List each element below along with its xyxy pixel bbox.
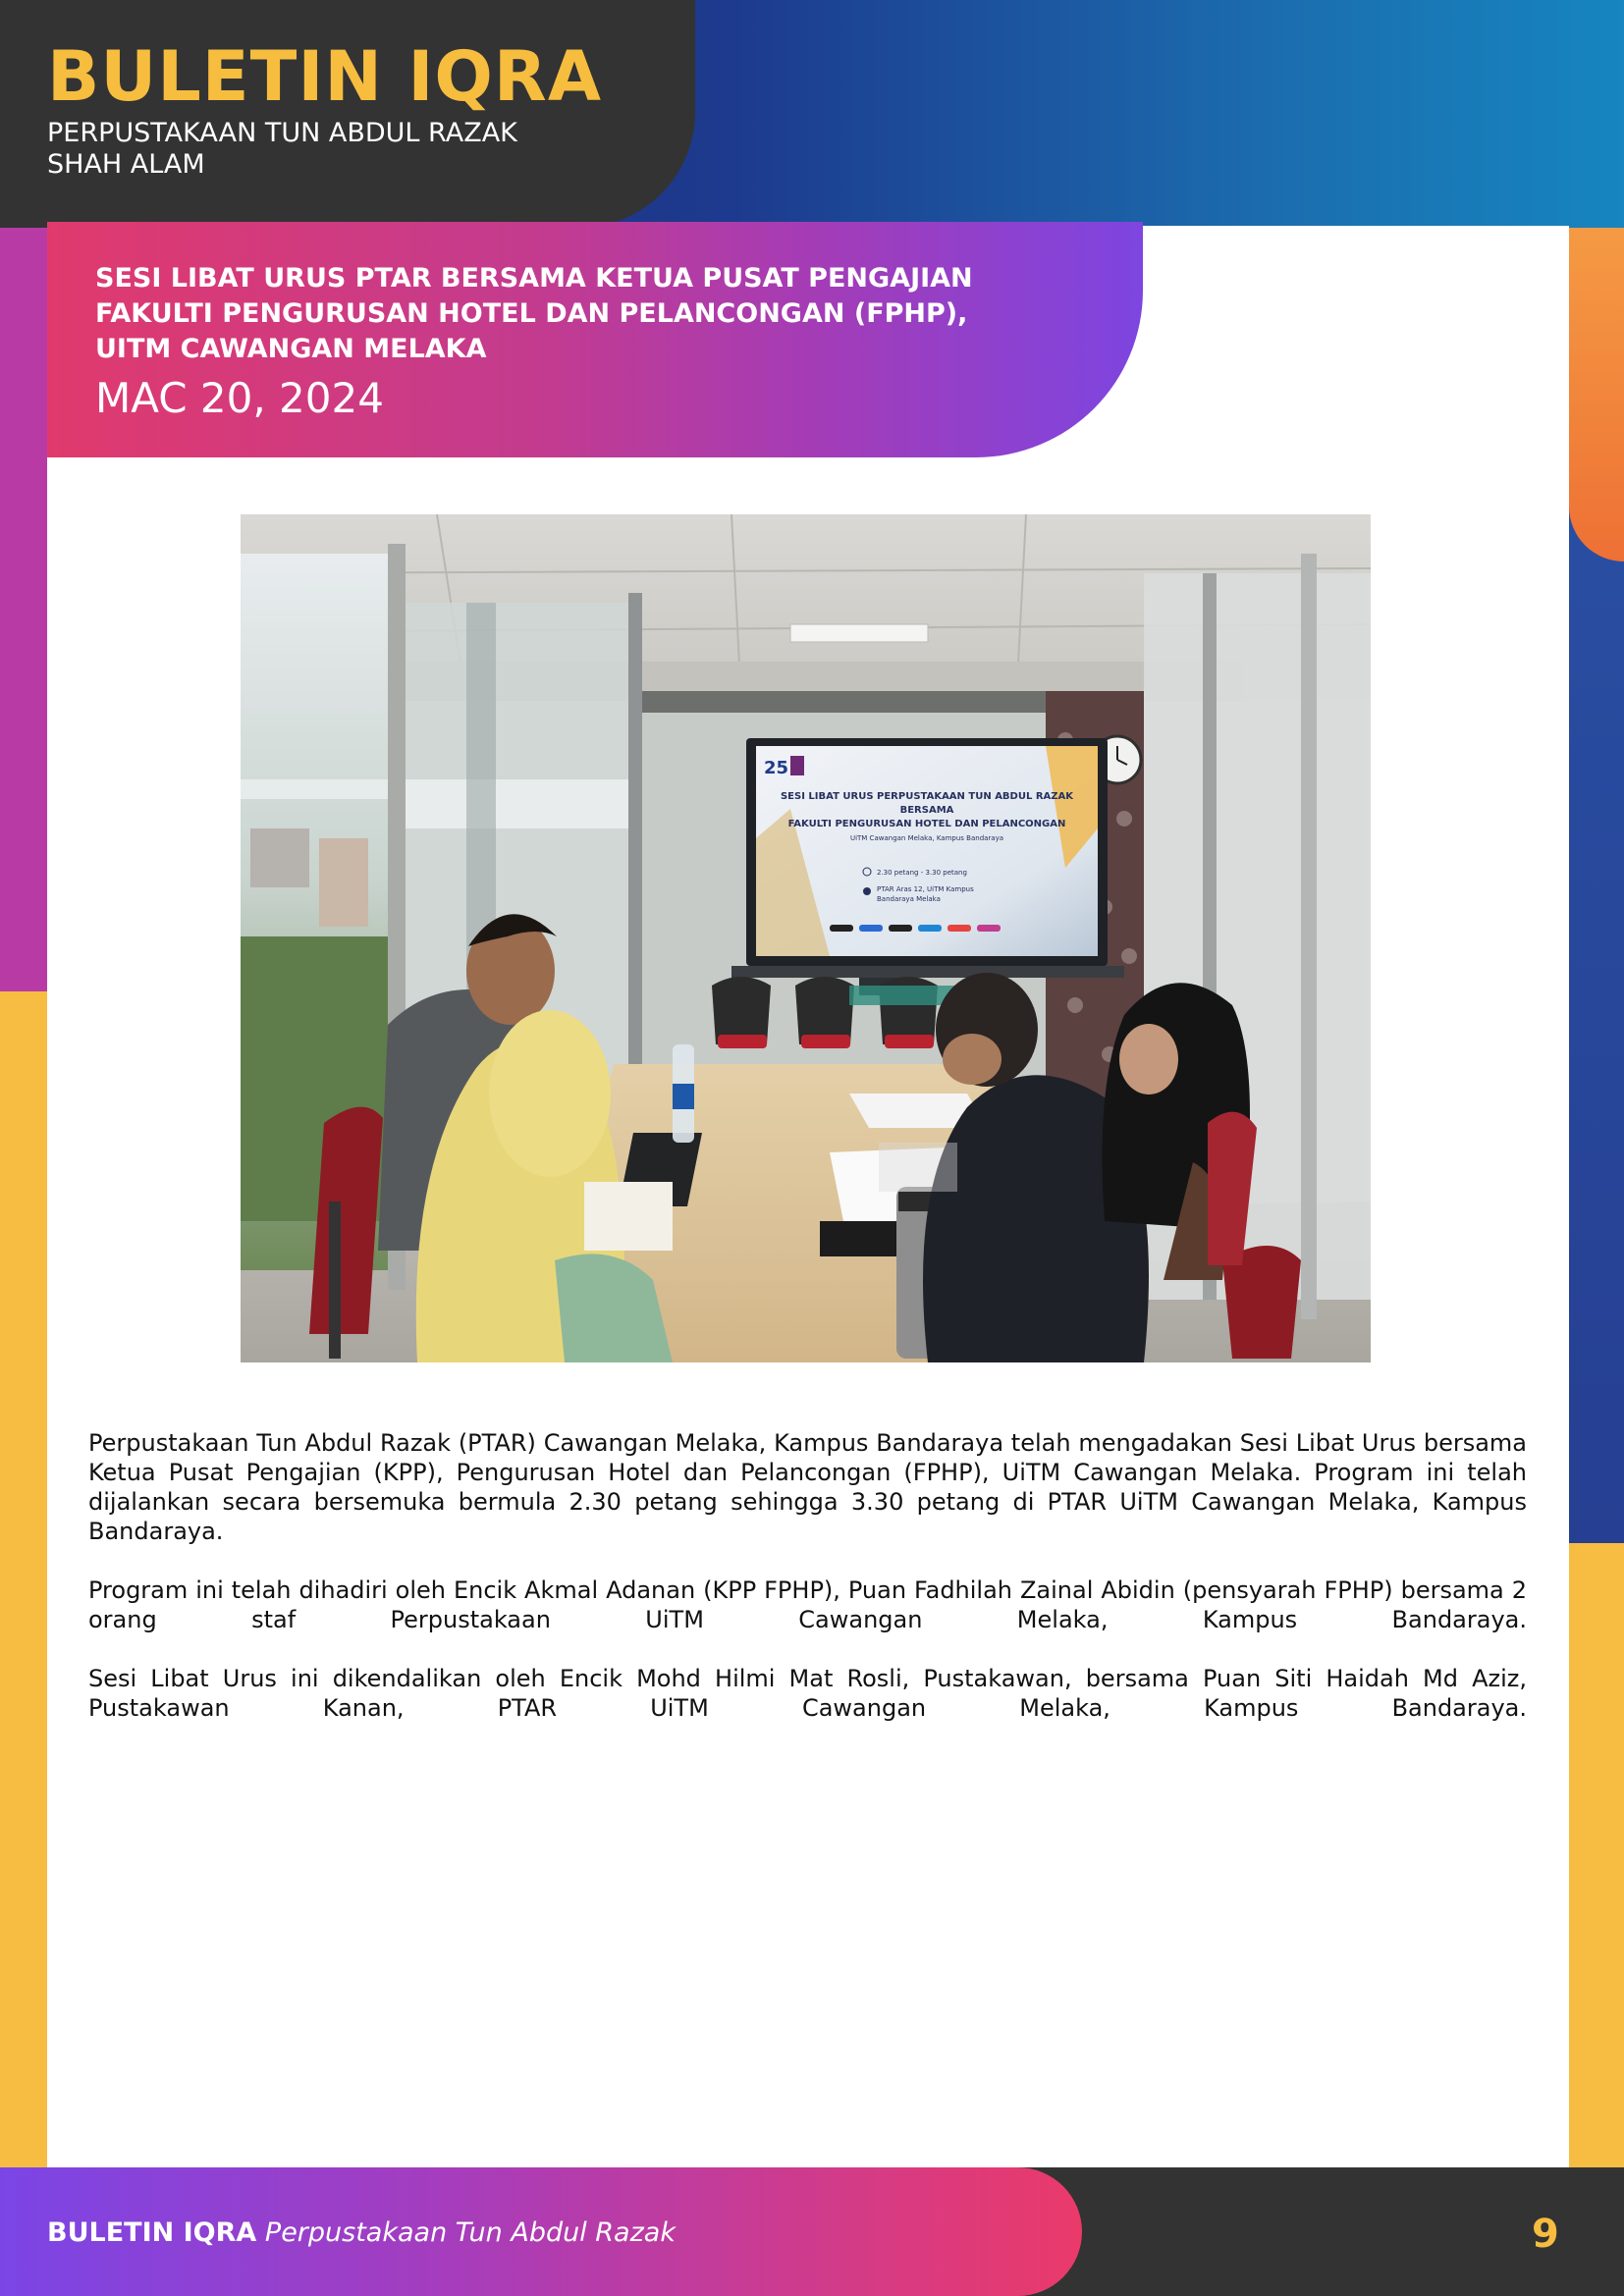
article-title-line: FAKULTI PENGURUSAN HOTEL DAN PELANCONGAN (FPHP),	[95, 298, 968, 329]
footer-label	[47, 2216, 676, 2250]
article-paragraph: Program ini telah dihadiri oleh Encik Akmal Adanan (KPP FPHP), Puan Fadhilah Zainal Abidin (pensyarah FPHP) bersama 2 orang staf Perpustakaan UiTM Cawangan Melaka, Kampus Bandaraya.	[88, 1576, 1527, 1633]
slide-title-line: SESI LIBAT URUS PERPUSTAKAAN TUN ABDUL RAZAK	[780, 791, 1074, 802]
article-body	[88, 1428, 1527, 1752]
page-number: 9	[1532, 2212, 1559, 2257]
article-title	[95, 261, 1097, 367]
slide-time: 2.30 petang - 3.30 petang	[877, 869, 967, 877]
slide-title-line: BERSAMA	[899, 805, 954, 816]
article-paragraph: Sesi Libat Urus ini dikendalikan oleh Encik Mohd Hilmi Mat Rosli, Pustakawan, bersama Puan Siti Haidah Md Aziz, Pustakawan Kanan, PTAR UiTM Cawangan Melaka, Kampus Bandaraya.	[88, 1665, 1527, 1722]
footer-library-name: Perpustakaan Tun Abdul Razak	[264, 2217, 676, 2248]
bulletin-subtitle-line: PERPUSTAKAAN TUN ABDUL RAZAK	[47, 118, 517, 148]
right-accent-bar-orange	[1569, 228, 1624, 561]
slide-venue-line: PTAR Aras 12, UiTM Kampus	[877, 885, 974, 893]
slide-subtitle: UiTM Cawangan Melaka, Kampus Bandaraya	[849, 834, 1004, 842]
left-accent-bar-yellow	[0, 991, 47, 2169]
slide-title-line: FAKULTI PENGURUSAN HOTEL DAN PELANCONGAN	[787, 819, 1066, 829]
article-title-line: SESI LIBAT URUS PTAR BERSAMA KETUA PUSAT PENGAJIAN	[95, 263, 973, 294]
left-accent-bar-purple	[0, 228, 47, 991]
bulletin-title: BULETIN IQRA	[47, 36, 602, 117]
article-title-line: UITM CAWANGAN MELAKA	[95, 334, 487, 364]
meeting-photo	[241, 514, 1371, 1362]
footer-brand: BULETIN IQRA	[47, 2217, 257, 2248]
slide-venue-line: Bandaraya Melaka	[877, 895, 941, 903]
slide-logo-number: 25	[764, 758, 789, 778]
article-paragraph: Perpustakaan Tun Abdul Razak (PTAR) Cawangan Melaka, Kampus Bandaraya telah mengadakan Sesi Libat Urus bersama Ketua Pusat Pengajian (KPP), Pengurusan Hotel dan Pelancongan (FPHP), UiTM Cawangan Melaka. Program ini telah dijalankan secara bersemuka bermula 2.30 petang sehingga 3.30 petang di PTAR UiTM Cawangan Melaka, Kampus Bandaraya.	[88, 1429, 1527, 1545]
bulletin-subtitle-line: SHAH ALAM	[47, 149, 205, 180]
article-date: MAC 20, 2024	[95, 374, 384, 422]
masthead	[0, 0, 695, 228]
bulletin-subtitle	[47, 118, 656, 181]
right-accent-bar-yellow	[1569, 1543, 1624, 2171]
